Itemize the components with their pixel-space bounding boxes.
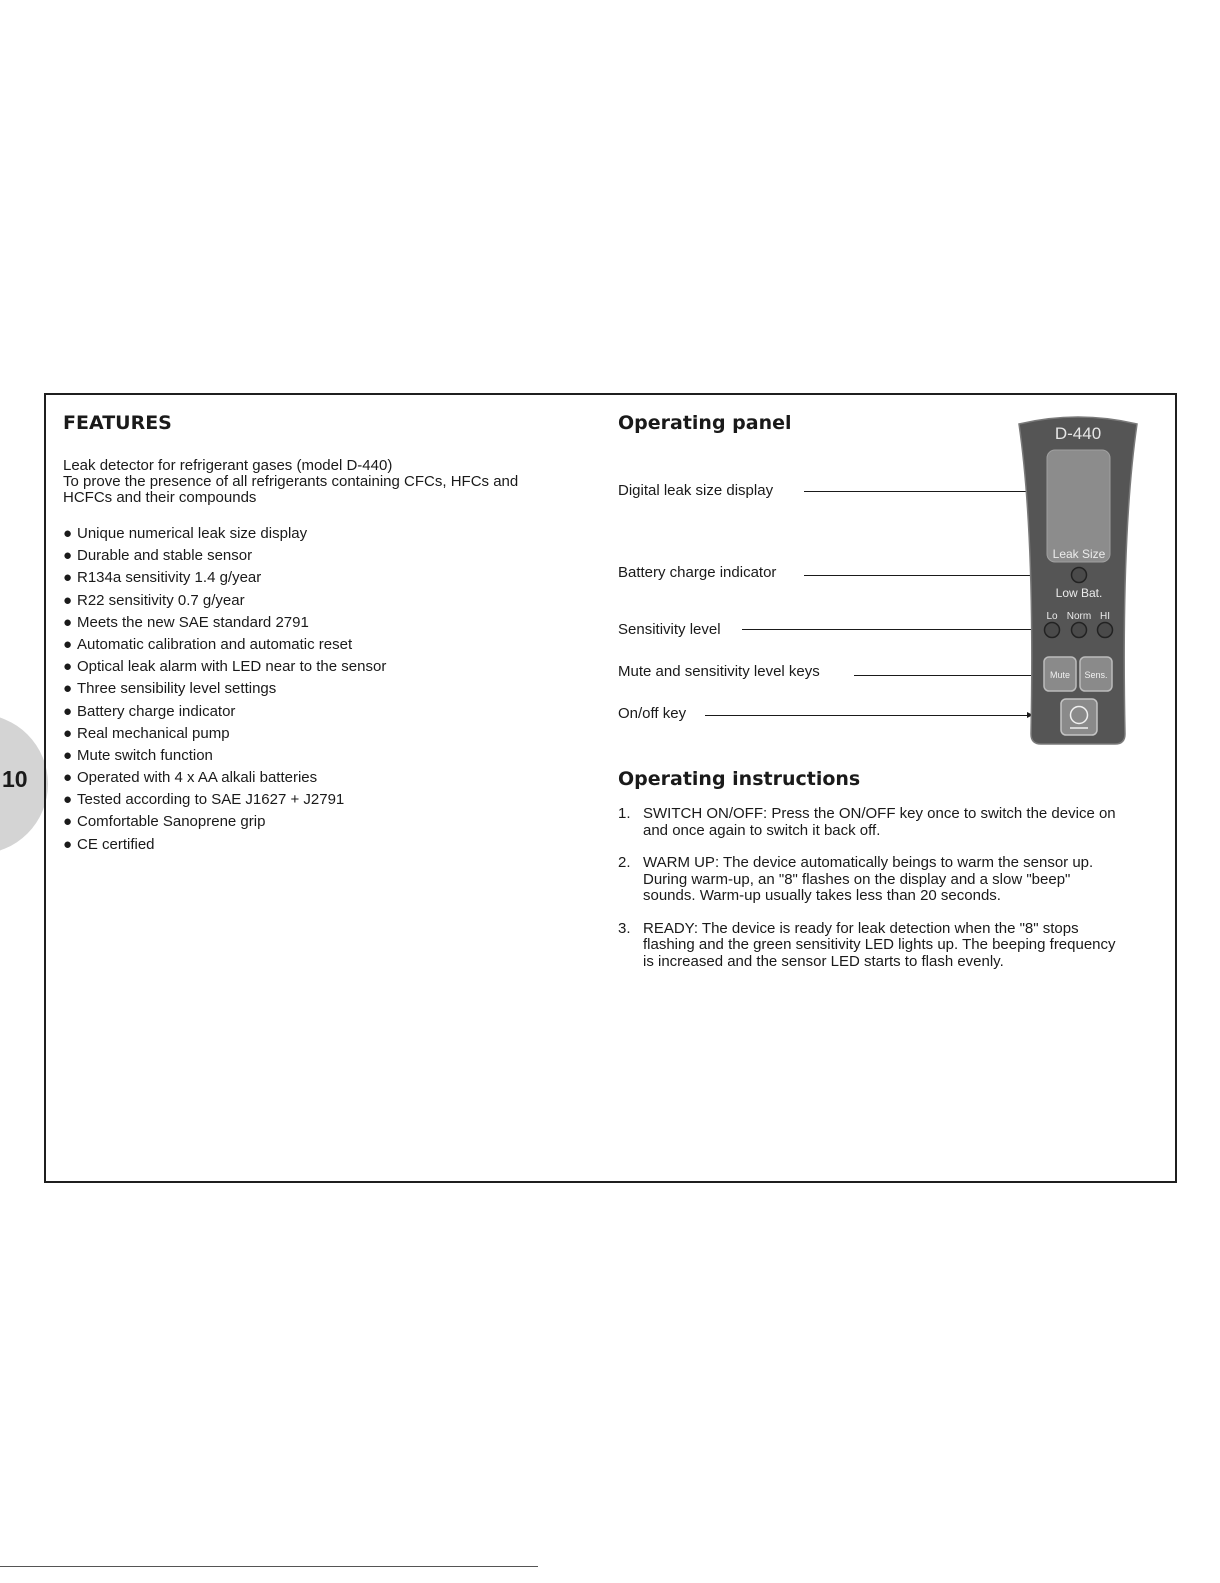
- callout-mute-sens-keys: Mute and sensitivity level keys: [618, 663, 820, 680]
- instruction-step: [618, 806, 1178, 839]
- intro-line: Leak detector for refrigerant gases (model D-440): [63, 457, 393, 474]
- callout-digital-display: Digital leak size display: [618, 482, 774, 499]
- bullet-icon: ●: [63, 791, 73, 809]
- feature-text: Automatic calibration and automatic reset: [77, 635, 353, 653]
- sens-key-label: Sens.: [1084, 670, 1108, 680]
- feature-text: Real mechanical pump: [77, 724, 230, 742]
- feature-text: R22 sensitivity 0.7 g/year: [77, 591, 245, 609]
- feature-text: CE certified: [77, 835, 155, 853]
- feature-item: [63, 635, 583, 657]
- mute-key-label: Mute: [1049, 670, 1071, 680]
- feature-item: [63, 790, 583, 812]
- step-text-line: During warm-up, an "8" flashes on the display and a slow "beep": [643, 870, 1071, 888]
- step-text-line: flashing and the green sensitivity LED lights up. The beeping frequency: [643, 936, 1116, 953]
- step-number: 1.: [618, 805, 631, 822]
- feature-item: [63, 724, 583, 746]
- operating-panel-title: Operating panel: [618, 412, 792, 434]
- step-text-line: is increased and the sensor LED starts to flash evenly.: [643, 952, 1004, 970]
- bullet-icon: ●: [63, 813, 73, 831]
- callout-battery-indicator: Battery charge indicator: [618, 564, 777, 581]
- device-model-label: D-440: [1054, 424, 1102, 443]
- intro-line: To prove the presence of all refrigerants containing CFCs, HFCs and: [63, 473, 519, 490]
- step-text-line: SWITCH ON/OFF: Press the ON/OFF key once to switch the device on: [643, 805, 1116, 822]
- footer-rule: [0, 1566, 538, 1567]
- low-battery-led: [1072, 568, 1087, 583]
- page-number: 10: [2, 766, 28, 792]
- feature-text: Mute switch function: [77, 746, 213, 764]
- level-label-norm: Norm: [1066, 611, 1092, 622]
- bullet-icon: ●: [63, 569, 73, 587]
- bullet-icon: ●: [63, 635, 73, 653]
- feature-item: [63, 746, 583, 768]
- bullet-icon: ●: [63, 591, 73, 609]
- feature-text: Three sensibility level settings: [77, 680, 277, 698]
- level-led-lo: [1045, 623, 1060, 638]
- step-number: 2.: [618, 854, 631, 871]
- bullet-icon: ●: [63, 769, 73, 787]
- feature-text: Unique numerical leak size display: [77, 525, 308, 542]
- feature-text: Comfortable Sanoprene grip: [77, 813, 266, 831]
- feature-text: Operated with 4 x AA alkali batteries: [77, 769, 318, 787]
- bullet-icon: ●: [63, 835, 73, 853]
- feature-item: [63, 568, 583, 590]
- callout-on-off-key: On/off key: [618, 705, 687, 722]
- bullet-icon: ●: [63, 724, 73, 742]
- instruction-steps: [618, 806, 1178, 986]
- step-text-line: READY: The device is ready for leak detection when the "8" stops: [643, 919, 1079, 937]
- bullet-icon: ●: [63, 525, 73, 542]
- bullet-icon: ●: [63, 547, 73, 565]
- feature-item: [63, 702, 583, 724]
- feature-item: [63, 679, 583, 701]
- instruction-step: [618, 921, 1178, 971]
- bullet-icon: ●: [63, 658, 73, 676]
- feature-text: Tested according to SAE J1627 + J2791: [77, 791, 345, 809]
- level-label-lo: Lo: [1046, 611, 1058, 622]
- bullet-icon: ●: [63, 613, 73, 631]
- intro-line: HCFCs and their compounds: [63, 489, 257, 506]
- level-led-hi: [1098, 623, 1113, 638]
- feature-item: [63, 546, 583, 568]
- step-text-line: sounds. Warm-up usually takes less than 20 seconds.: [643, 887, 1001, 904]
- leak-size-label: Leak Size: [1052, 547, 1106, 561]
- features-section: [63, 412, 583, 857]
- leader-line: [742, 629, 1044, 630]
- feature-item: [63, 835, 583, 857]
- callout-sensitivity-level: Sensitivity level: [618, 621, 721, 638]
- low-battery-label: Low Bat.: [1055, 586, 1103, 600]
- feature-text: Optical leak alarm with LED near to the sensor: [77, 658, 387, 676]
- on-off-key: [1061, 699, 1097, 735]
- features-intro: [63, 458, 583, 506]
- bullet-icon: ●: [63, 680, 73, 698]
- feature-text: Durable and stable sensor: [77, 547, 253, 565]
- feature-text: Battery charge indicator: [77, 702, 236, 720]
- feature-item: [63, 812, 583, 834]
- feature-text: R134a sensitivity 1.4 g/year: [77, 569, 262, 587]
- leader-line: [705, 715, 1032, 716]
- leak-size-display: [1047, 450, 1110, 562]
- step-text-line: and once again to switch it back off.: [643, 821, 881, 839]
- bullet-icon: ●: [63, 746, 73, 764]
- feature-item: [63, 768, 583, 790]
- step-text-line: WARM UP: The device automatically beings to warm the sensor up.: [643, 854, 1094, 871]
- feature-item: [63, 591, 583, 613]
- feature-item: [63, 613, 583, 635]
- instruction-step: [618, 855, 1178, 905]
- level-label-hi: HI: [1100, 611, 1110, 622]
- bullet-icon: ●: [63, 702, 73, 720]
- device-panel-illustration: [1013, 414, 1143, 746]
- operating-instructions-title: Operating instructions: [618, 768, 861, 790]
- level-led-norm: [1072, 623, 1087, 638]
- features-list: [63, 524, 583, 857]
- feature-text: Meets the new SAE standard 2791: [77, 613, 309, 631]
- features-title: FEATURES: [63, 412, 172, 434]
- feature-item: [63, 524, 583, 546]
- step-number: 3.: [618, 919, 631, 937]
- feature-item: [63, 657, 583, 679]
